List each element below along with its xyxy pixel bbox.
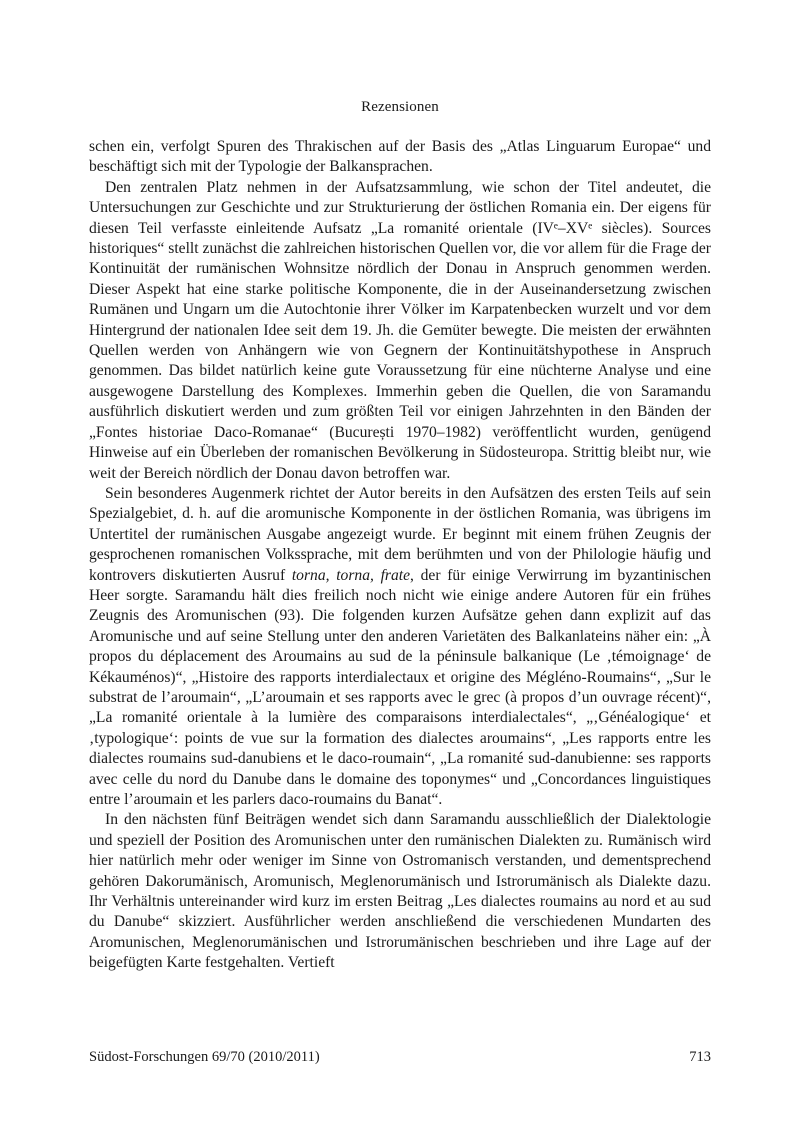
paragraph-3 [89, 484, 711, 811]
running-head: Rezensionen [361, 99, 439, 115]
body-text [89, 137, 711, 974]
paragraph-2 [89, 178, 711, 484]
paragraph-4-text: In den nächsten fünf Beiträgen wendet sich dann Saramandu ausschließlich der Dialektologie und speziell der Position des Aromunischen unter den rumänischen Dialekten zu. Rumänisch wird hier natürlich mehr oder weniger im Sinne von Ostromanisch verstanden, und dementsprechend gehören Dakorumänisch, Aromunisch, Meglenorumänisch und Istrorumänisch als Dialekte dazu. Ihr Verhältnis untereinander wird kurz im ersten Beitrag „Les dialectes roumains au nord et au sud du Danube“ skizziert. Ausführlicher werden anschließend die verschiedenen Mundarten des Aromunischen, Meglenorumänischen und Istrorumänischen beschrieben und ihre Lage auf der beigefügten Karte festgehalten. Vertieft [89, 811, 711, 972]
paragraph-1-text: schen ein, verfolgt Spuren des Thrakischen auf der Basis des „Atlas Linguarum Europae“ und beschäftigt sich mit der Typologie der Balkansprachen. [89, 138, 711, 176]
paragraph-3-italic-quote: torna, torna, frate [291, 566, 411, 584]
journal-citation: Südost-Forschungen 69/70 (2010/2011) [89, 1049, 320, 1065]
paragraph-1 [89, 137, 711, 178]
paragraph-3-text-a: Sein besonderes Augenmerk richtet der Autor bereits in den Aufsätzen des ersten Teils auf sein Spezialgebiet, d. h. auf die aromunische Komponente in der östlichen Romania, was übrigens im Untertitel der rumänischen Ausgabe angezeigt wurde. Er beginnt mit einem frühen Zeugnis der gesprochenen romanischen Volkssprache, mit dem berühmten und von der Philologie häufig und kontrovers diskutierten Ausruf [89, 484, 711, 584]
paragraph-3-text-b: , der für einige Verwirrung im byzantinischen Heer sorgte. Saramandu hält dies freilich noch nicht wie einige andere Autoren für ein frühes Zeugnis des Aromunischen (93). Die folgenden kurzen Aufsätze gehen dann explizit auf das Aromunische und auf seine Stellung unter den anderen Varietäten des Balkanlateins näher ein: „À propos du déplacement des Aroumains au sud de la péninsule balkanique (Le ‚témoignage‘ de Kékauménos)“, „Histoire des rapports interdialectaux et origine des Mégléno-Roumains“, „Sur le substrat de l’aroumain“, „L’aroumain et ses rapports avec le grec (à propos d’un ouvrage récent)“, „La romanité orientale à la lumière des comparaisons interdialectales“, „‚Généalogique‘ et ‚typologique‘: points de vue sur la formation des dialectes aroumains“, „Les rapports entre les dialectes roumains sud-danubiens et le daco-roumain“, „La romanité sud-danubienne: ses rapports avec celle du nord du Danube dans le domaine des toponymes“ und „Concordances linguistiques entre l’aroumain et les parlers daco-roumains du Banat“. [89, 566, 711, 808]
paragraph-2-text: Den zentralen Platz nehmen in der Aufsatzsammlung, wie schon der Titel andeutet, die Untersuchungen zur Geschichte und zur Strukturierung der östlichen Romania ein. Der eigens für diesen Teil verfasste einleitende Aufsatz „La romanité orientale (IVᵉ–XVᵉ siècles). Sources historiques“ stellt zunächst die zahlreichen historischen Quellen vor, die vor allem für die Frage der Kontinuität der rumänischen Wohnsitze nördlich der Donau in Anspruch genommen werden. Dieser Aspekt hat eine starke politische Komponente, die in der Auseinandersetzung zwischen Rumänen und Ungarn um die Autochtonie ihrer Völker im Karpatenbecken wurzelt und vor dem Hintergrund der nationalen Idee seit dem 19. Jh. die Gemüter bewegte. Die meisten der erwähnten Quellen werden von Anhängern wie von Gegnern der Kontinuitätshypothese in Anspruch genommen. Das bildet natürlich keine gute Voraussetzung für eine nüchterne Analyse und eine ausgewogene Darstellung des Komplexes. Immerhin geben die Quellen, die von Saramandu ausführlich diskutiert werden und zum größten Teil vor einigen Jahrzehnten in den Bänden der „Fontes historiae Daco-Romanae“ (București 1970–1982) veröffentlicht wurden, genügend Hinweise auf ein Überleben der romanischen Bevölkerung in Südosteuropa. Strittig bleibt nur, wie weit der Bereich nördlich der Donau davon betroffen war. [89, 178, 711, 482]
paragraph-4 [89, 810, 711, 973]
page-number: 713 [689, 1049, 711, 1065]
